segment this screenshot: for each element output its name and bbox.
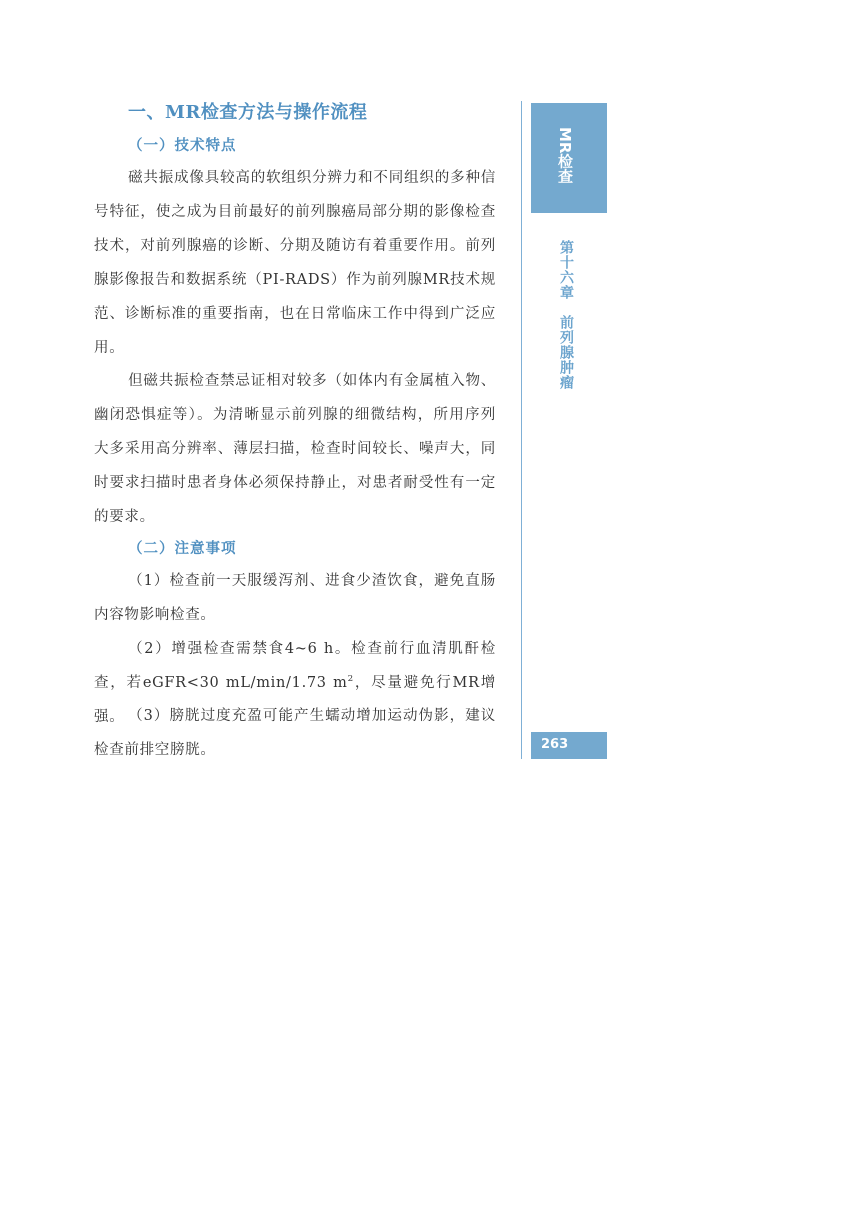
side-tab-label: MR检查	[556, 127, 574, 184]
margin-divider	[521, 101, 522, 759]
subsection-title-precautions: （二）注意事项	[128, 541, 237, 557]
paragraph-precaution-1: （1）检查前一天服缓泻剂、进食少渣饮食，避免直肠内容物影响检查。	[94, 573, 496, 623]
section-title: 一、MR检查方法与操作流程	[128, 102, 368, 123]
precaution-2-text-end: ，尽量避免行MR增强。	[94, 675, 496, 725]
chapter-label: 第十六章 前列腺肿瘤	[558, 240, 574, 390]
superscript-square: 2	[347, 674, 354, 685]
paragraph-technical-features-2: 但磁共振检查禁忌证相对较多（如体内有金属植入物、幽闭恐惧症等）。为清晰显示前列腺的细微结构，所用序列大多采用高分辨率、薄层扫描，检查时间较长、噪声大，同时要求扫描时患者身体必须保持静止，对患者耐受性有一定的要求。	[94, 373, 496, 525]
subsection-title-technical-features: （一）技术特点	[128, 138, 237, 154]
precaution-2-text: （2）增强检查需禁食4~6 h。检查前行血清肌酐检查，若eGFR<30 mL/min/1.73 m	[94, 641, 496, 691]
paragraph-technical-features-1: 磁共振成像具较高的软组织分辨力和不同组织的多种信号特征，使之成为目前最好的前列腺癌局部分期的影像检查技术，对前列腺癌的诊断、分期及随访有着重要作用。前列腺影像报告和数据系统（PI-RADS）作为前列腺MR技术规范、诊断标准的重要指南，也在日常临床工作中得到广泛应用。	[94, 170, 496, 356]
page-number: 263	[541, 737, 569, 752]
paragraph-precaution-3: （3）膀胱过度充盈可能产生蠕动增加运动伪影，建议检查前排空膀胱。	[94, 708, 496, 758]
